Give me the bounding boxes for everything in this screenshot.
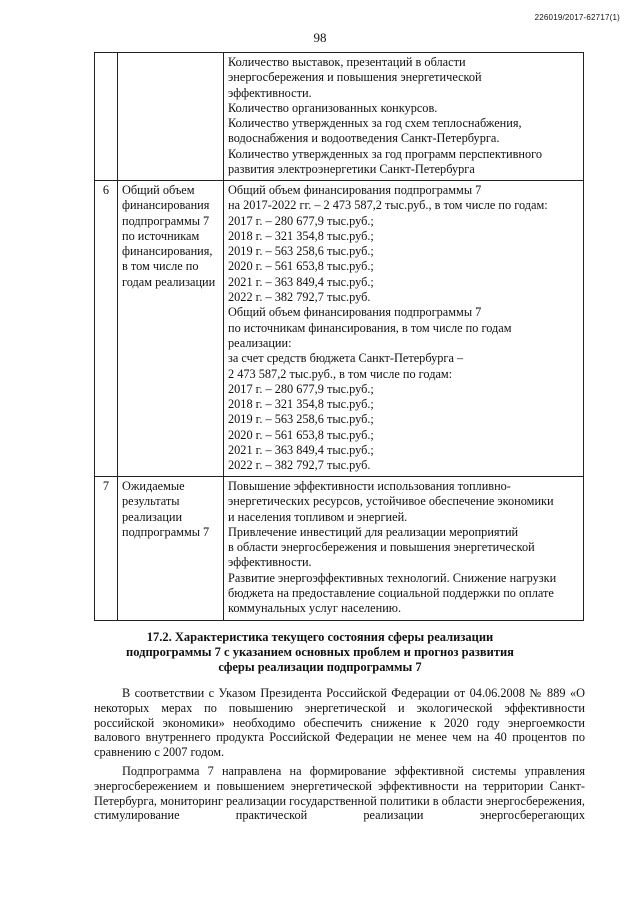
name-line: годам реализации	[122, 274, 216, 289]
row-value-cell	[224, 477, 584, 621]
row-name-cell	[118, 181, 224, 477]
value-line: Развитие энергоэффективных технологий. Снижение нагрузки	[228, 570, 557, 585]
section-heading	[110, 630, 530, 675]
name-line: финансирования	[122, 198, 210, 213]
value-line: Привлечение инвестиций для реализации мероприятий	[228, 524, 519, 539]
table-row-7	[95, 477, 584, 621]
section-body	[94, 686, 585, 827]
body-paragraph: В соответствии с Указом Президента Российской Федерации от 04.06.2008 № 889 «О некоторых мерах по повышению энергетической и экологической эффективности российской экономики» необходимо обеспечить снижение к 2020 году энергоемкости валового внутреннего продукта Российской Федерации не менее чем на 40 процентов по сравнению с 2007 годом.	[94, 686, 585, 760]
value-line: Количество выставок, презентаций в области	[228, 55, 466, 69]
table-row-continued	[95, 53, 584, 181]
document-stamp: 226019/2017-62717(1)	[534, 13, 620, 22]
value-line: водоснабжения и водоотведения Санкт-Петербурга.	[228, 131, 500, 146]
value-line: за счет средств бюджета Санкт-Петербурга –	[228, 351, 464, 366]
row-number: 6	[95, 181, 118, 477]
value-line: эффективности.	[228, 85, 312, 100]
name-line: подпрограммы 7	[122, 213, 210, 228]
table-row-6	[95, 181, 584, 477]
value-line: эффективности.	[228, 555, 312, 570]
row-name-cell	[118, 477, 224, 621]
value-line: по источникам финансирования, в том числе по годам	[228, 320, 512, 335]
value-line: 2020 г. – 561 653,8 тыс.руб.;	[228, 259, 374, 274]
value-line: энергетических ресурсов, устойчивое обеспечение экономики	[228, 494, 554, 509]
page-number: 98	[313, 30, 327, 45]
heading-line: сферы реализации подпрограммы 7	[218, 660, 422, 674]
value-line: 2 473 587,2 тыс.руб., в том числе по годам:	[228, 366, 453, 381]
value-line: 2020 г. – 561 653,8 тыс.руб.;	[228, 427, 374, 442]
row-number: 7	[95, 477, 118, 621]
value-line: развития электроэнергетики Санкт-Петербурга	[228, 162, 475, 177]
value-line: 2018 г. – 321 354,8 тыс.руб.;	[228, 397, 374, 412]
value-line: 2017 г. – 280 677,9 тыс.руб.;	[228, 213, 374, 228]
value-line: Количество утвержденных за год схем теплоснабжения,	[228, 116, 522, 131]
body-paragraph: Подпрограмма 7 направлена на формирование эффективной системы управления энергосбережением и повышением энергетической эффективности на территории Санкт-Петербурга, мониторинг реализации государственной политики в области энергосбережения, стимулирование практической реализации энергосберегающих	[94, 763, 585, 823]
value-line: Общий объем финансирования подпрограммы 7	[228, 305, 482, 320]
value-line: в области энергосбережения и повышения энергетической	[228, 540, 535, 555]
row-name-cell	[118, 53, 224, 181]
name-line: Общий объем	[122, 183, 195, 197]
heading-line: подпрограммы 7 с указанием основных проблем и прогноз развития	[126, 645, 514, 659]
name-line: финансирования,	[122, 244, 213, 259]
name-line: Ожидаемые	[122, 479, 185, 493]
passport-table	[94, 52, 584, 621]
name-line: результаты	[122, 494, 180, 509]
value-line: Повышение эффективности использования топливно-	[228, 479, 511, 493]
value-line: 2019 г. – 563 258,6 тыс.руб.;	[228, 244, 374, 259]
row-value-cell	[224, 53, 584, 181]
value-line: реализации:	[228, 335, 292, 350]
name-line: реализации	[122, 509, 183, 524]
row-number-cell	[95, 53, 118, 181]
value-line: бюджета на предоставление социальной поддержки по оплате	[228, 586, 554, 601]
value-line: и населения топливом и энергией.	[228, 509, 408, 524]
value-line: 2021 г. – 363 849,4 тыс.руб.;	[228, 443, 374, 458]
name-line: в том числе по	[122, 259, 199, 274]
value-line: Общий объем финансирования подпрограммы 7	[228, 183, 482, 197]
value-line: 2022 г. – 382 792,7 тыс.руб.	[228, 290, 371, 305]
name-line: подпрограммы 7	[122, 524, 210, 539]
row-value-cell	[224, 181, 584, 477]
value-line: 2021 г. – 363 849,4 тыс.руб.;	[228, 274, 374, 289]
value-line: коммунальных услуг населению.	[228, 601, 402, 616]
value-line: 2022 г. – 382 792,7 тыс.руб.	[228, 458, 371, 473]
value-line: Количество утвержденных за год программ перспективного	[228, 146, 543, 161]
heading-line: 17.2. Характеристика текущего состояния сферы реализации	[146, 630, 494, 644]
value-line: энергосбережения и повышения энергетической	[228, 70, 482, 85]
value-line: Количество организованных конкурсов.	[228, 100, 438, 115]
value-line: 2018 г. – 321 354,8 тыс.руб.;	[228, 228, 374, 243]
value-line: на 2017-2022 гг. – 2 473 587,2 тыс.руб., в том числе по годам:	[228, 198, 548, 213]
value-line: 2017 г. – 280 677,9 тыс.руб.;	[228, 381, 374, 396]
name-line: по источникам	[122, 228, 200, 243]
value-line: 2019 г. – 563 258,6 тыс.руб.;	[228, 412, 374, 427]
